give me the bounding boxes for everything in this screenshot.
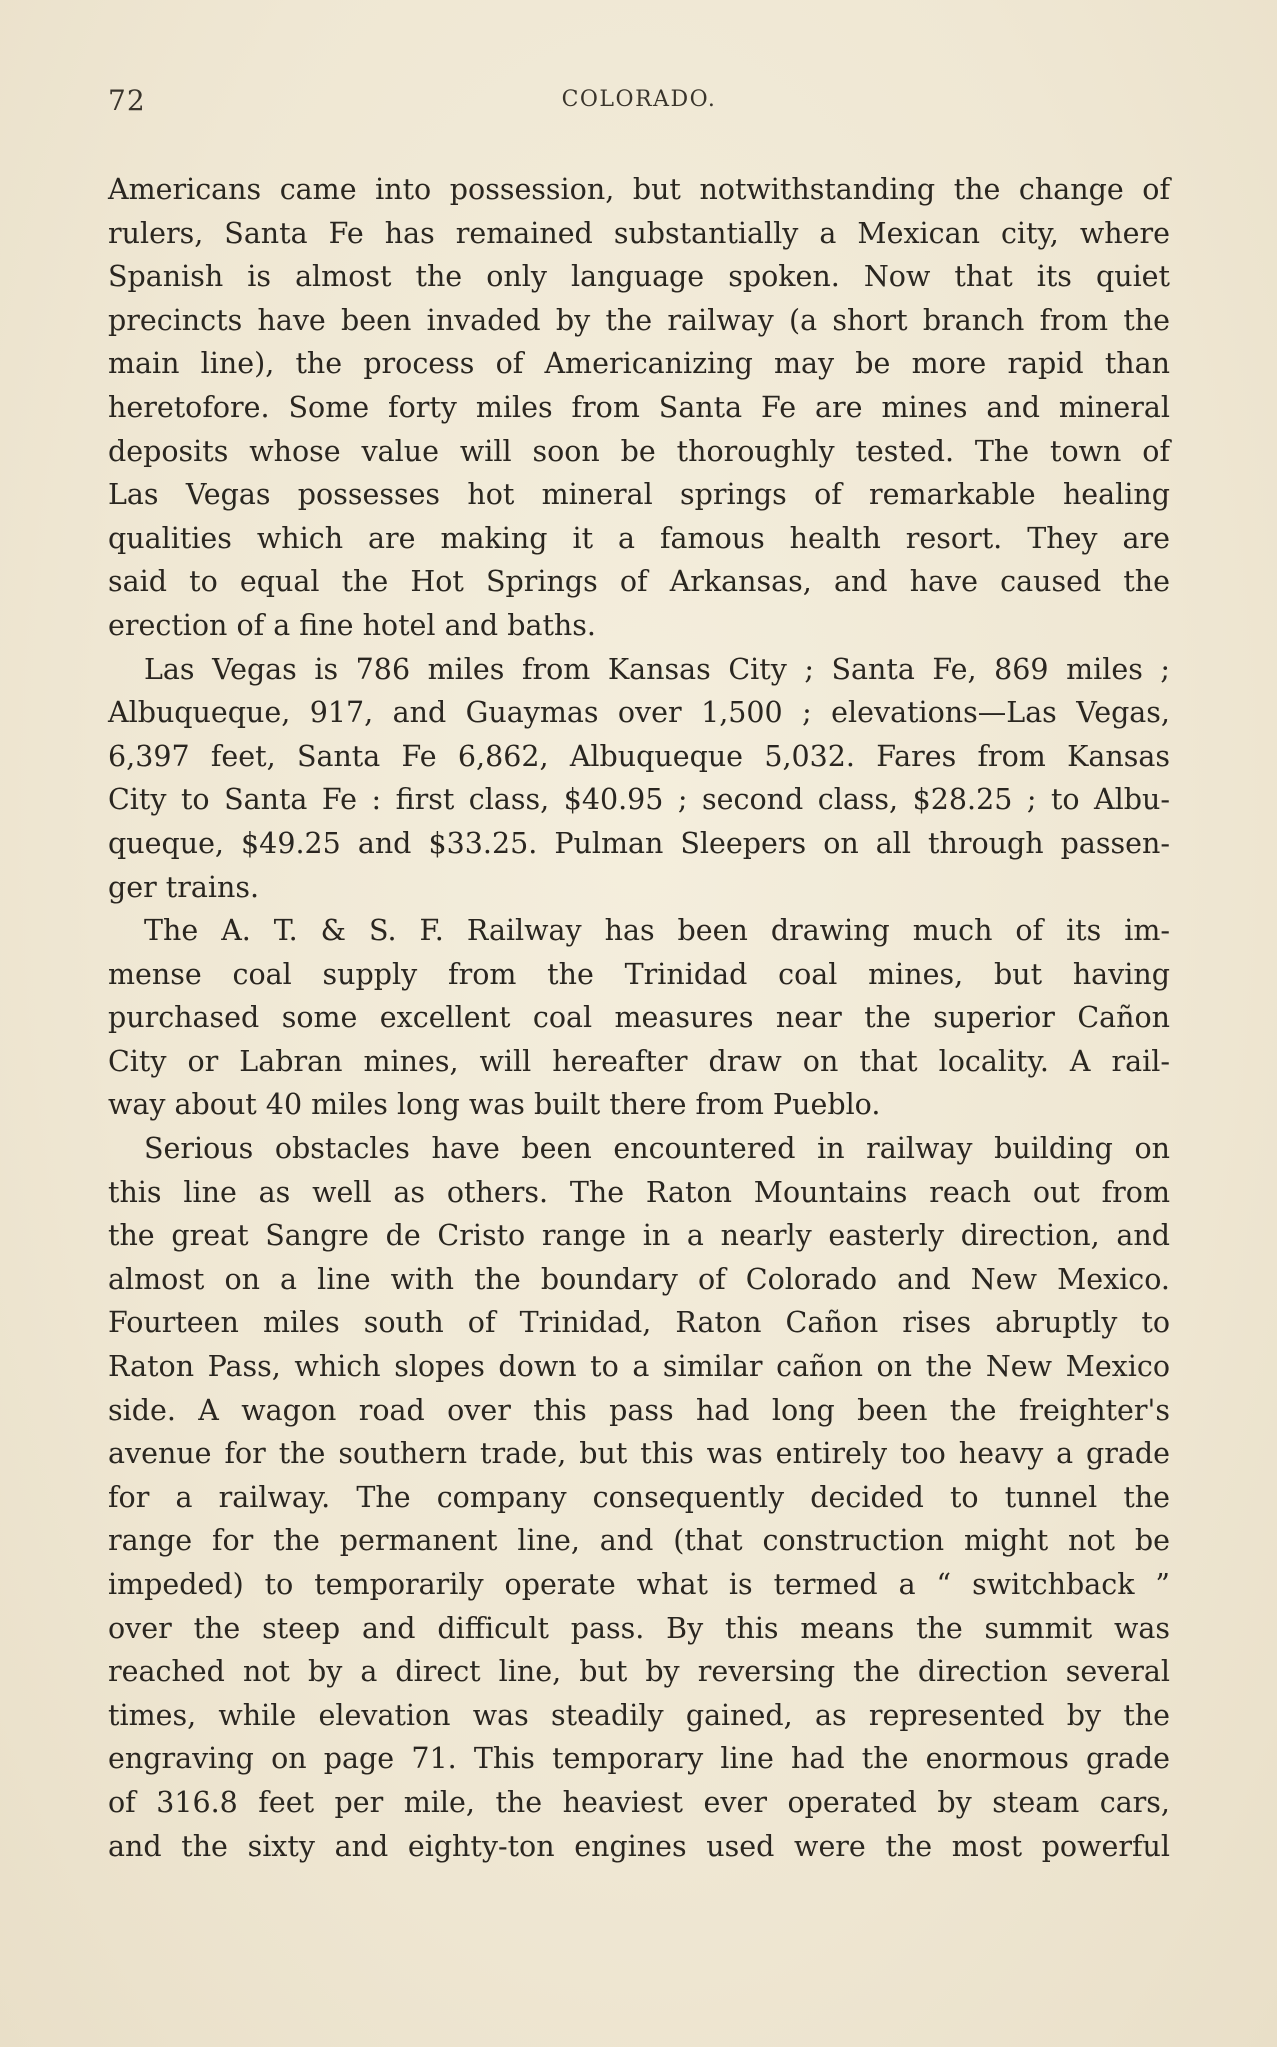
text-line: Fourteen miles south of Trinidad, Raton Cañon rises abruptly to bbox=[108, 1306, 1170, 1340]
text-line: mense coal supply from the Trinidad coal mines, but having bbox=[108, 957, 1170, 991]
text-line: Americans came into possession, but notwithstanding the change of bbox=[108, 173, 1170, 206]
running-title: COLORADO. bbox=[561, 87, 717, 112]
text-line: erection of a fine hotel and baths. bbox=[108, 608, 596, 642]
text-line: rulers, Santa Fe has remained substantially a Mexican city, where bbox=[108, 216, 1170, 250]
text-line: reached not by a direct line, but by reversing the direction several bbox=[108, 1655, 1170, 1689]
text-line: precincts have been invaded by the railway (a short branch from the bbox=[108, 303, 1170, 337]
text-line: over the steep and difficult pass. By this means the summit was bbox=[108, 1611, 1170, 1645]
text-line: impeded) to temporarily operate what is termed a “ switchback ” bbox=[108, 1568, 1170, 1601]
body-text bbox=[108, 168, 1170, 1868]
running-head bbox=[108, 84, 1170, 124]
text-line: Spanish is almost the only language spoken. Now that its quiet bbox=[108, 260, 1170, 294]
text-line: main line), the process of Americanizing may be more rapid than bbox=[108, 347, 1170, 381]
text-line: Las Vegas possesses hot mineral springs of remarkable healing bbox=[108, 478, 1170, 512]
text-line: and the sixty and eighty-ton engines used were the most powerful bbox=[108, 1829, 1170, 1863]
text-line: queque, $49.25 and $33.25. Pulman Sleepers on all through passen- bbox=[108, 826, 1170, 860]
text-line: deposits whose value will soon be thoroughly tested. The town of bbox=[108, 434, 1170, 468]
text-line: qualities which are making it a famous health resort. They are bbox=[108, 521, 1170, 555]
text-line: ger trains. bbox=[108, 870, 260, 904]
text-line: times, while elevation was steadily gained, as represented by the bbox=[108, 1698, 1170, 1732]
text-line: Las Vegas is 786 miles from Kansas City ; Santa Fe, 869 miles ; bbox=[144, 652, 1170, 686]
text-line: 6,397 feet, Santa Fe 6,862, Albuqueque 5,032. Fares from Kansas bbox=[108, 739, 1170, 773]
text-line: avenue for the southern trade, but this was entirely too heavy a grade bbox=[108, 1437, 1170, 1471]
text-line: for a railway. The company consequently decided to tunnel the bbox=[108, 1480, 1170, 1514]
text-line: almost on a line with the boundary of Colorado and New Mexico. bbox=[108, 1262, 1170, 1296]
text-line: City to Santa Fe : first class, $40.95 ; second class, $28.25 ; to Albu- bbox=[108, 783, 1170, 817]
text-line: The A. T. & S. F. Railway has been drawing much of its im- bbox=[144, 914, 1170, 948]
text-line: Albuqueque, 917, and Guaymas over 1,500 ; elevations—Las Vegas, bbox=[108, 696, 1170, 730]
text-line: engraving on page 71. This temporary line had the enormous grade bbox=[108, 1742, 1170, 1776]
text-line: of 316.8 feet per mile, the heaviest ever operated by steam cars, bbox=[108, 1785, 1170, 1819]
text-line: this line as well as others. The Raton Mountains reach out from bbox=[108, 1175, 1170, 1209]
text-line: said to equal the Hot Springs of Arkansas, and have caused the bbox=[108, 565, 1170, 599]
text-line: Serious obstacles have been encountered in railway building on bbox=[144, 1132, 1170, 1166]
text-line: City or Labran mines, will hereafter draw on that locality. A rail- bbox=[108, 1044, 1170, 1078]
text-line: the great Sangre de Cristo range in a nearly easterly direction, and bbox=[108, 1219, 1170, 1253]
text-line: side. A wagon road over this pass had long been the freighter's bbox=[108, 1393, 1170, 1427]
page-number: 72 bbox=[108, 84, 146, 117]
text-line: Raton Pass, which slopes down to a similar cañon on the New Mexico bbox=[108, 1350, 1170, 1384]
text-line: purchased some excellent coal measures near the superior Cañon bbox=[108, 1001, 1170, 1035]
text-line: range for the permanent line, and (that construction might not be bbox=[108, 1524, 1170, 1558]
text-line: heretofore. Some forty miles from Santa Fe are mines and mineral bbox=[108, 390, 1170, 424]
text-line: way about 40 miles long was built there from Pueblo. bbox=[108, 1088, 881, 1122]
